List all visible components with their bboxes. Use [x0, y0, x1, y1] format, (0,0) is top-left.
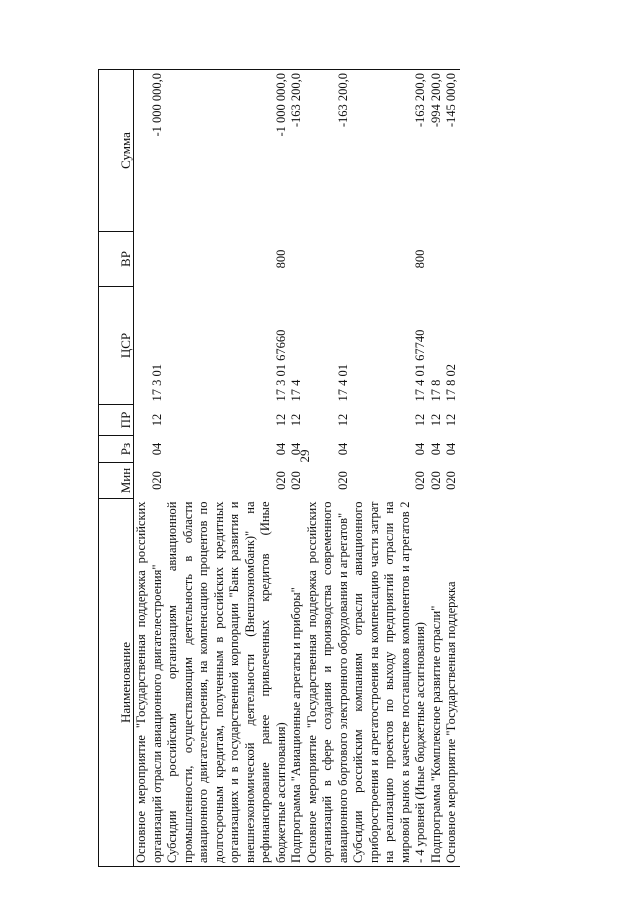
row-sum: -163 200,0	[289, 70, 305, 232]
page-number: 29	[297, 449, 312, 463]
row-name: Основное мероприятие "Государственная поддержка российских организаций в сфере создания и производства современного авиационного бортового электронного оборудования и агрегатов"	[305, 499, 352, 867]
row-rz: 04	[149, 442, 164, 456]
row-vr	[305, 232, 352, 287]
row-csr: 17 8	[428, 379, 443, 402]
row-pr: 12	[444, 413, 458, 427]
row-sum: -994 200,0	[429, 70, 445, 232]
row-vr	[444, 232, 460, 287]
row-pr: 12	[413, 413, 427, 427]
row-vr: 800	[413, 249, 427, 269]
header-vr: ВР	[99, 232, 134, 287]
row-csr: 17 4 01 67740	[413, 329, 427, 402]
table-row	[351, 70, 429, 867]
row-min: 020	[289, 471, 303, 490]
row-name: Подпрограмма "Комплексное развитие отрасли"	[429, 499, 445, 867]
table-row	[429, 70, 445, 867]
row-vr	[429, 232, 445, 287]
row-name: Подпрограмма "Авиационные агрегаты и приборы"	[289, 499, 305, 867]
row-rz: 04	[413, 442, 427, 456]
table-row	[289, 70, 305, 867]
header-csr: ЦСР	[99, 287, 134, 405]
row-csr: 17 3 01	[149, 364, 164, 402]
row-min: 020	[149, 471, 164, 490]
header-pr: ПР	[99, 405, 134, 436]
rotated-page	[98, 70, 592, 867]
row-csr: 17 3 01 67660	[273, 329, 288, 402]
row-csr: 17 8 02	[444, 364, 458, 402]
row-pr: 12	[149, 413, 164, 427]
table-row	[165, 70, 289, 867]
row-min: 020	[273, 471, 288, 490]
table-row	[305, 70, 352, 867]
row-sum: -163 200,0	[351, 70, 429, 232]
table-row	[444, 70, 460, 867]
row-name: Субсидии российским компаниям отрасли авиационного приборостроения и агрегатостроения на компенсацию части затрат на реализацию проектов по выходу предприятий отрасли на мировой рынок в качестве поставщиков компонентов и агрегатов 2 - 4 уровней (Иные бюджетные ассигнования)	[351, 499, 429, 867]
row-min: 020	[444, 471, 458, 490]
table-row	[134, 70, 166, 867]
row-pr: 12	[289, 413, 303, 427]
row-rz: 04	[335, 442, 350, 456]
row-sum: -1 000 000,0	[165, 70, 289, 232]
budget-table	[98, 69, 460, 867]
row-csr: 17 4 01	[335, 364, 350, 402]
row-csr: 17 4	[289, 379, 303, 402]
row-pr: 12	[428, 413, 443, 427]
row-sum: -1 000 000,0	[134, 70, 166, 232]
row-rz: 04	[289, 442, 303, 456]
header-name: Наименование	[99, 499, 134, 867]
row-vr	[134, 232, 166, 287]
row-min: 020	[335, 471, 350, 490]
row-name: Основное мероприятие "Государственная поддержка российских организаций отрасли авиационного двигателестроения"	[134, 499, 166, 867]
row-rz: 04	[444, 442, 458, 456]
row-vr: 800	[273, 249, 288, 269]
header-rz: Рз	[99, 436, 134, 463]
header-min: Мин	[99, 463, 134, 499]
row-name: Основное мероприятие "Государственная поддержка	[444, 499, 460, 867]
row-min: 020	[413, 471, 427, 490]
row-rz: 04	[273, 442, 288, 456]
row-sum: -145 000,0	[444, 70, 460, 232]
row-rz: 04	[428, 442, 443, 456]
row-sum: -163 200,0	[305, 70, 352, 232]
row-min: 020	[428, 471, 443, 490]
header-sum: Сумма	[99, 70, 134, 232]
row-pr: 12	[335, 413, 350, 427]
row-vr	[289, 232, 305, 287]
row-name: Субсидии российским организациям авиационной промышленности, осуществляющим деятельность в области авиационного двигателестроения, на компенсацию процентов по долгосрочным кредитам, полученным в российских кредитных организациях и в государственной корпорации "Банк развития и внешнеэкономической деятельности (Внешэкономбанк)" на рефинансирование ранее привлеченных кредитов (Иные бюджетные ассигнования)	[165, 499, 289, 867]
table-header-row	[99, 70, 134, 867]
row-pr: 12	[273, 413, 288, 427]
